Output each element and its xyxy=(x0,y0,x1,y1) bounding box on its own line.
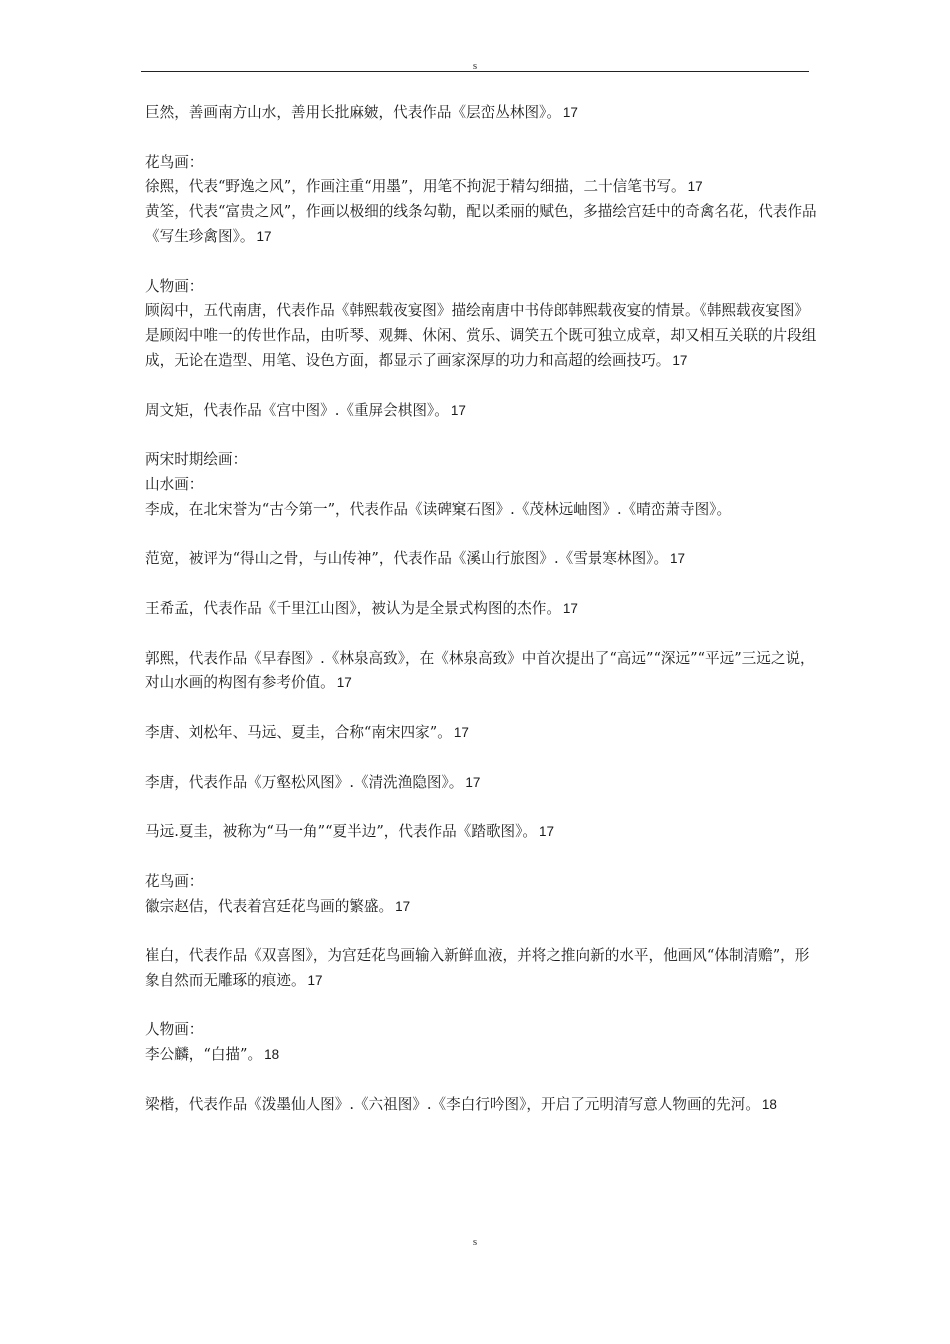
paragraph-text: 梁楷，代表作品《泼墨仙人图》.《六祖图》.《李白行吟图》，开启了元明清写意人物画的先河。 xyxy=(145,1095,760,1113)
paragraph-text: 李公麟，“白描”。 xyxy=(145,1046,263,1064)
heading-text: 花鸟画： xyxy=(145,872,204,890)
page-reference: 18 xyxy=(264,1047,280,1063)
page-reference: 17 xyxy=(453,724,469,740)
section-heading xyxy=(145,473,820,498)
paragraph-text: 李唐，代表作品《万壑松风图》.《清洗渔隐图》。 xyxy=(145,773,464,791)
paragraph-text: 巨然，善画南方山水，善用长批麻皴，代表作品《层峦丛林图》。 xyxy=(145,104,561,121)
paragraph xyxy=(145,175,820,200)
footer-mark: s xyxy=(472,1236,478,1248)
paragraph-text: 徐熙，代表“野逸之风”，作画注重“用墨”，用笔不拘泥于精勾细描，二十信笔书写。 xyxy=(145,178,686,196)
page-reference: 17 xyxy=(336,675,352,691)
paragraph xyxy=(145,1043,820,1068)
page-reference: 17 xyxy=(562,600,578,616)
paragraph xyxy=(145,498,820,523)
paragraph-text: 马远.夏圭，被称为“马一角”“夏半边”，代表作品《踏歌图》。 xyxy=(145,823,538,841)
paragraph-text: 徽宗赵佶，代表着宫廷花鸟画的繁盛。 xyxy=(145,897,394,915)
heading-text: 人物画： xyxy=(145,277,204,295)
paragraph-text: 崔白，代表作品《双喜图》，为宫廷花鸟画输入新鲜血液，并将之推向新的水平，他画风“体制清赡”，形象自然而无雕琢的痕迹。 xyxy=(145,947,810,989)
page-reference: 17 xyxy=(672,352,688,368)
paragraph xyxy=(145,597,820,622)
page-reference: 17 xyxy=(687,179,703,195)
section-heading xyxy=(145,151,820,176)
paragraph xyxy=(145,895,820,920)
paragraph xyxy=(145,1093,820,1118)
heading-text: 人物画： xyxy=(145,1021,204,1039)
paragraph-text: 黄筌，代表“富贵之风”，作画以极细的线条勾勒，配以柔丽的赋色，多描绘宫廷中的奇禽名花，代表作品《写生珍禽图》。 xyxy=(145,203,817,245)
section-heading xyxy=(145,275,820,300)
paragraph xyxy=(145,820,820,845)
page-reference: 17 xyxy=(670,551,686,567)
page-reference: 17 xyxy=(539,824,555,840)
paragraph-text: 顾闳中，五代南唐，代表作品《韩熙载夜宴图》描绘南唐中书侍郎韩熙载夜宴的情景。《韩熙载夜宴图》是顾闳中唯一的传世作品，由听琴、观舞、休闲、赏乐、调笑五个既可独立成章，却又相互关联的片段组成，无论在造型、用笔、设色方面，都显示了画家深厚的功力和高超的绘画技巧。 xyxy=(145,302,817,369)
paragraph xyxy=(145,399,820,424)
paragraph-text: 周文矩，代表作品《宫中图》.《重屏会棋图》。 xyxy=(145,401,449,419)
paragraph xyxy=(145,200,820,250)
paragraph-text: 郭熙，代表作品《早春图》.《林泉高致》，在《林泉高致》中首次提出了“高远”“深远”“平远”三远之说，对山水画的构图有参考价值。 xyxy=(145,649,815,692)
paragraph xyxy=(145,647,820,697)
page-reference: 17 xyxy=(256,228,272,244)
document-body xyxy=(145,101,820,1118)
paragraph-text: 王希孟，代表作品《千里江山图》，被认为是全景式构图的杰作。 xyxy=(145,599,561,617)
header-mark: s xyxy=(472,60,478,72)
paragraph xyxy=(145,721,820,746)
section-heading xyxy=(145,870,820,895)
page-reference: 18 xyxy=(761,1096,777,1112)
paragraph xyxy=(145,771,820,796)
paragraph-text: 李唐、刘松年、马远、夏圭，合称“南宋四家”。 xyxy=(145,723,452,741)
paragraph-text: 范宽，被评为“得山之骨，与山传神”，代表作品《溪山行旅图》.《雪景寒林图》。 xyxy=(145,550,669,568)
section-heading xyxy=(145,448,820,473)
section-heading xyxy=(145,1018,820,1043)
paragraph xyxy=(145,944,820,994)
heading-text: 山水画： xyxy=(145,475,204,493)
paragraph-text: 李成，在北宋誉为“古今第一”，代表作品《读碑窠石图》.《茂林远岫图》.《晴峦萧寺图》。 xyxy=(145,500,732,518)
paragraph xyxy=(145,299,820,373)
page-reference: 17 xyxy=(395,898,411,914)
heading-text: 花鸟画： xyxy=(145,153,204,171)
header-rule xyxy=(141,71,809,72)
page-reference: 17 xyxy=(307,972,323,988)
page-reference: 17 xyxy=(450,402,466,418)
page-reference: 17 xyxy=(562,105,578,120)
heading-text: 两宋时期绘画： xyxy=(145,451,248,469)
page-reference: 17 xyxy=(465,774,481,790)
paragraph xyxy=(145,547,820,572)
paragraph xyxy=(145,101,820,126)
